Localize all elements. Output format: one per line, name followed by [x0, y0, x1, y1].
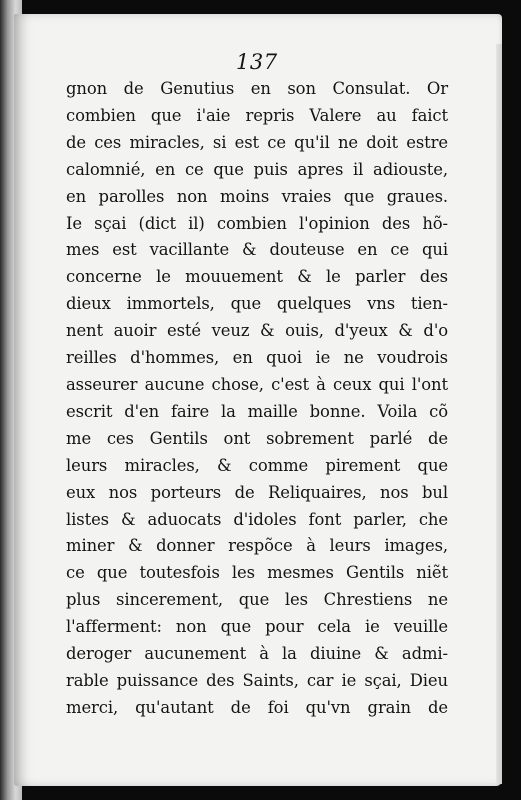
text-line: deroger aucunement à la diuine & admi- — [66, 644, 448, 664]
text-line: combien que i'aie repris Valere au faict — [66, 105, 448, 125]
text-line: me ces Gentils ont sobrement parlé de — [66, 428, 448, 448]
text-line: calomnié, en ce que puis apres il adiouste, — [66, 159, 448, 179]
text-line: dieux immortels, que quelques vns tien- — [66, 294, 448, 314]
text-line: nent auoir esté veuz & ouis, d'yeux & d'o — [66, 321, 448, 341]
text-line: ce que toutesfois les mesmes Gentils niẽt — [66, 563, 448, 583]
page-sheet — [14, 14, 502, 786]
text-line: eux nos porteurs de Reliquaires, nos bul — [66, 482, 448, 502]
text-line: l'afferment: non que pour cela ie veuille — [66, 617, 448, 637]
text-line: escrit d'en faire la maille bonne. Voila cõ — [66, 401, 448, 421]
text-line: Ie sçai (dict il) combien l'opinion des hõ- — [66, 213, 448, 233]
text-line: de ces miracles, si est ce qu'il ne doit estre — [66, 132, 448, 152]
body-text — [66, 76, 448, 722]
text-line: rable puissance des Saints, car ie sçai, Dieu — [66, 670, 448, 690]
text-line: asseurer aucune chose, c'est à ceux qui l'ont — [66, 374, 448, 394]
text-line: leurs miracles, & comme pirement que — [66, 455, 448, 475]
text-line: en parolles non moins vraies que graues. — [66, 186, 448, 206]
text-line: gnon de Genutius en son Consulat. Or — [66, 79, 448, 98]
text-line: mes est vacillante & douteuse en ce qui — [66, 240, 448, 260]
page-edge — [496, 44, 502, 784]
text-line: listes & aduocats d'idoles font parler, che — [66, 509, 448, 529]
text-line: miner & donner respõce à leurs images, — [66, 536, 448, 556]
text-line: plus sincerement, que les Chrestiens ne — [66, 590, 448, 610]
text-line: merci, qu'autant de foi qu'vn grain de — [66, 697, 448, 717]
text-line: concerne le mouuement & le parler des — [66, 267, 448, 287]
page-number: 137 — [236, 50, 278, 74]
text-line: reilles d'hommes, en quoi ie ne voudrois — [66, 348, 448, 368]
